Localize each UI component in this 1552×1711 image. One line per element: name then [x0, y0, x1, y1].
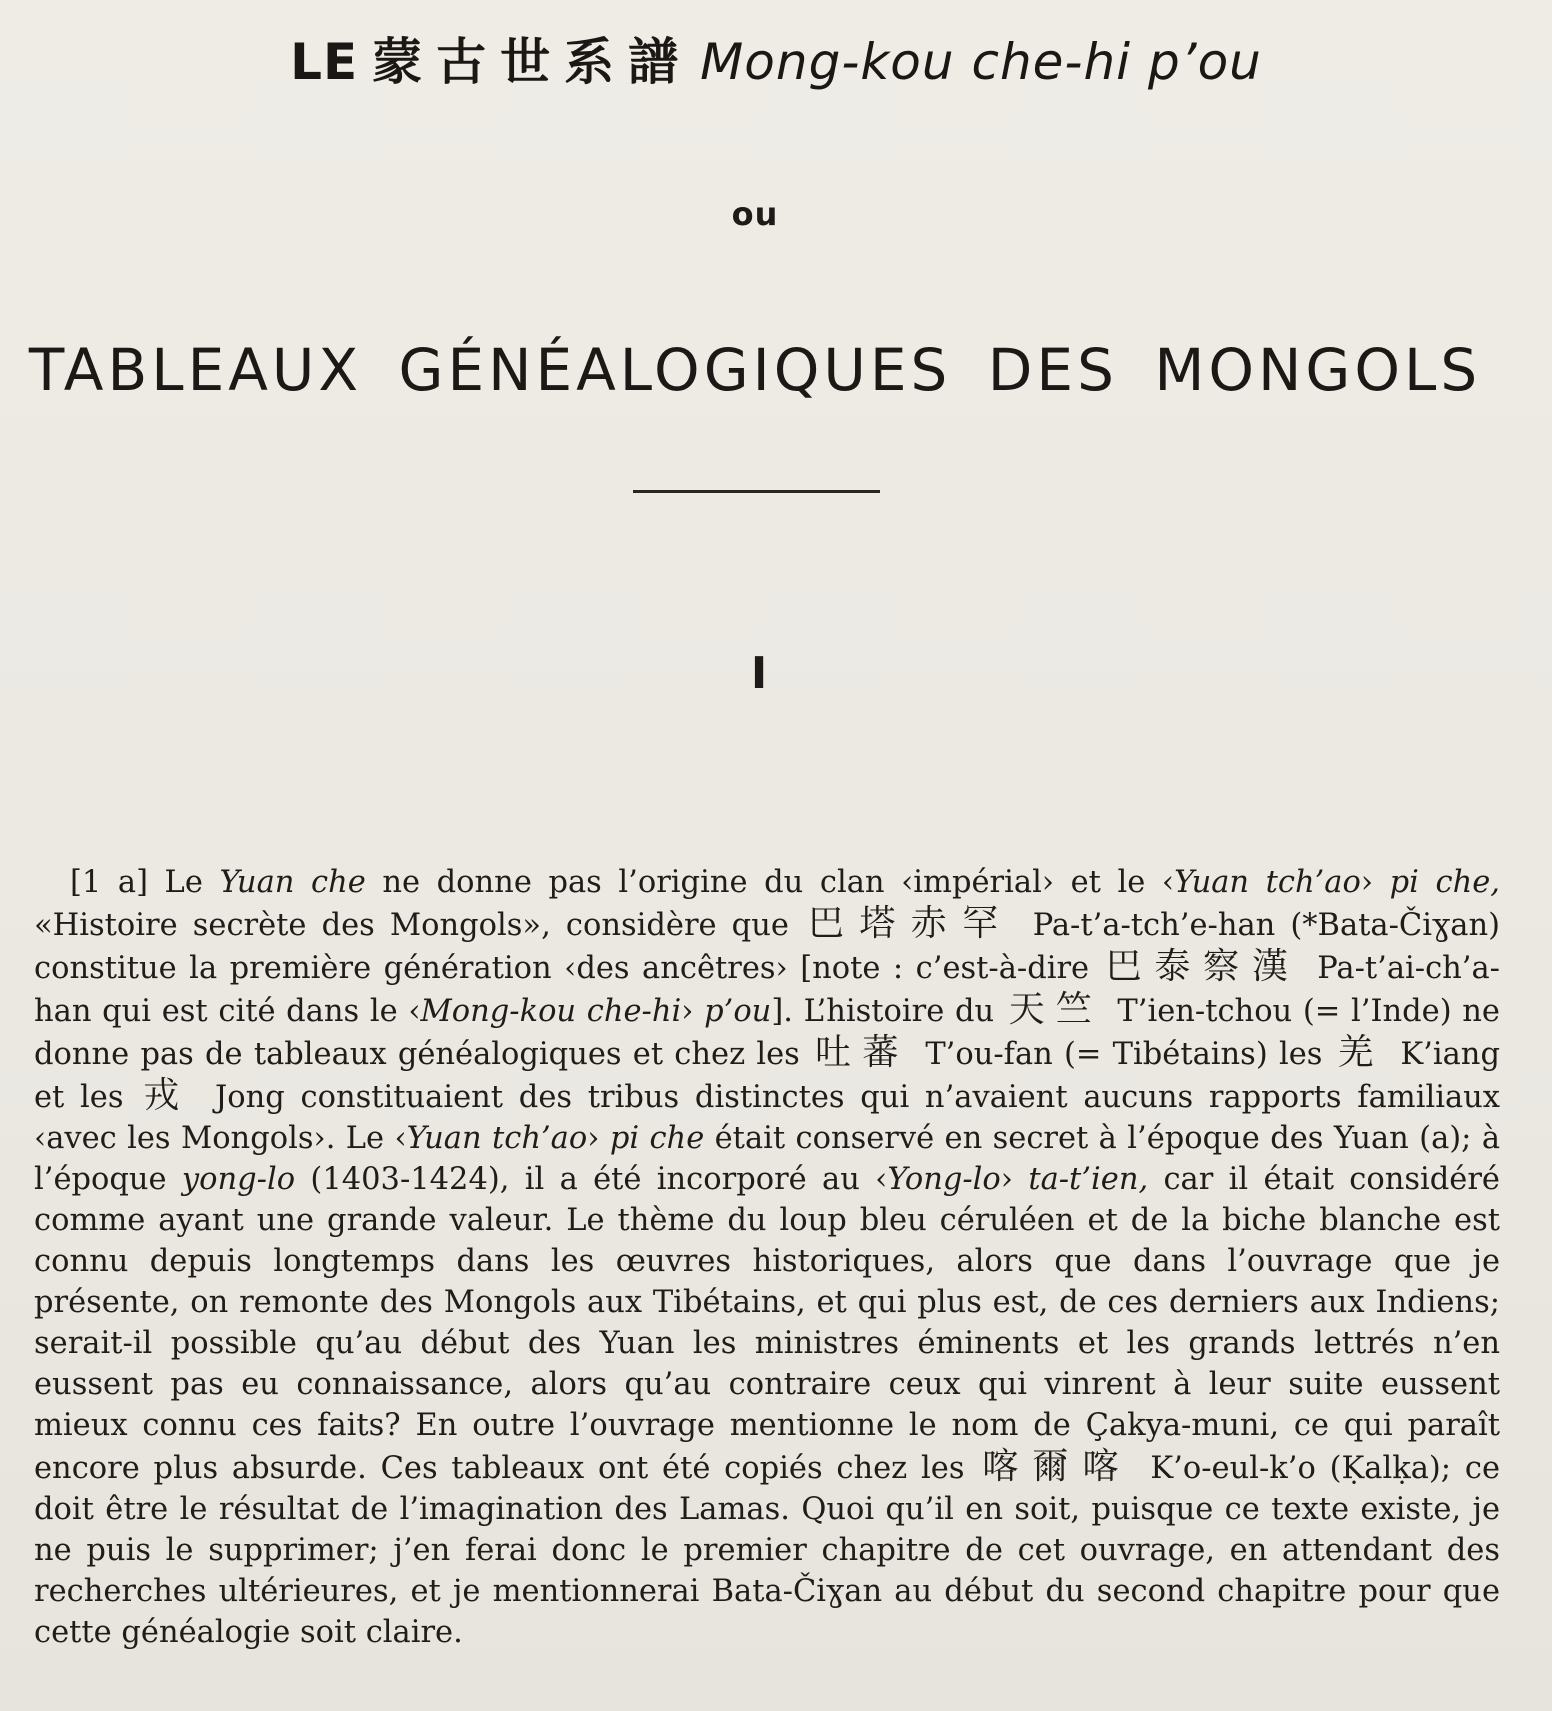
text-run: ›	[1000, 1162, 1029, 1197]
title-divider	[633, 490, 880, 493]
text-run-italic: Yong-lo	[887, 1162, 1001, 1197]
text-run-italic: p’ou	[704, 994, 772, 1029]
text-run-italic: Yuan tch’ao	[406, 1121, 588, 1156]
paragraph-1	[34, 862, 1500, 1653]
text-run-italic: Yuan tch’ao	[1174, 865, 1361, 900]
text-run: ]. L’histoire du	[771, 994, 1005, 1029]
text-run: était conservé en secret à l’époque des Yuan (a); à l’époque	[34, 1121, 1500, 1197]
chinese-characters: 巴泰察漢	[1105, 946, 1301, 987]
chinese-characters: 吐蕃	[815, 1032, 911, 1073]
chinese-characters: 喀爾喀	[982, 1446, 1133, 1487]
header-hanzi: 蒙古世系譜	[372, 32, 693, 91]
header-le: LE	[290, 33, 359, 91]
text-run-italic: Yuan che	[219, 865, 366, 900]
header-romanized: Mong-kou che-hi p’ou	[700, 33, 1262, 91]
text-run: [1 a] Le	[70, 865, 220, 900]
text-run: car il était considéré comme ayant une grande valeur. Le thème du loup bleu céruléen et de la biche blanche est connu depuis longtemps dans les œuvres historiques, alors que dans l’ouvrage que je présente, on remonte des Mongols aux Tibétains, et qui plus est, de ces derniers aux Indiens; serait-il possible qu’au début des Yuan les ministres éminents et les grands lettrés n’en eussent pas eu connaissance, alors qu’au contraire ceux qui vinrent à leur suite eussent mieux connu ces faits? En outre l’ouvrage mentionne le nom de Çakya-muni, ce qui paraît encore plus absurde. Ces tableaux ont été copiés chez les	[34, 1162, 1500, 1486]
chinese-characters: 巴塔赤罕	[808, 903, 1014, 944]
text-run-italic: yong-lo	[181, 1162, 296, 1197]
text-run: ›	[681, 994, 705, 1029]
text-run: «Histoire secrète des Mongols», considère que	[34, 908, 804, 943]
text-run: Pa-t’ai-ch’a-han qui est cité dans le ‹	[34, 951, 1500, 1029]
text-run: ne donne pas l’origine du clan ‹impérial› et le ‹	[365, 865, 1175, 900]
text-run-italic: Mong-kou che-hi	[420, 994, 682, 1029]
body-paragraph	[34, 862, 1500, 1653]
text-run: K’iang et les	[34, 1037, 1500, 1115]
text-run: ›	[587, 1121, 610, 1156]
text-run: (1403-1424), il a été incorporé au ‹	[295, 1162, 888, 1197]
connector-ou: ou	[731, 195, 779, 233]
text-run: Jong constituaient des tribus distinctes qui n’avaient aucuns rapports familiaux ‹avec les Mongols›. Le ‹	[34, 1080, 1500, 1156]
text-run: K’o-eul-k’o (Ḳalḳa); ce doit être le résultat de l’imagination des Lamas. Quoi qu’il en soit, puisque ce texte existe, je ne puis le supprimer; j’en ferai donc le premier chapitre de cet ouvrage, en attendant des recherches ultérieures, et je mentionnerai Bata-Čiɣan au début du second chapitre pour que cette généalogie soit claire.	[34, 1451, 1500, 1650]
chapter-number: I	[750, 648, 768, 699]
text-run: Pa-t’a-tch’e-han (*Bata-Čiɣan) constitue la première génération ‹des ancêtres› [note : c’est-à-dire	[34, 908, 1500, 986]
main-title: TABLEAUX GÉNÉALOGIQUES DES MONGOLS	[28, 336, 1482, 404]
text-run: T’ien-tchou (= l’Inde) ne donne pas de tableaux généalogiques et chez les	[34, 994, 1500, 1072]
text-run-italic: ta-t’ien,	[1028, 1162, 1149, 1197]
chinese-characters: 天竺	[1008, 989, 1103, 1030]
text-run: T’ou-fan (= Tibétains) les	[914, 1037, 1334, 1072]
chinese-characters: 戎	[143, 1075, 196, 1116]
text-run-italic: pi che,	[1389, 865, 1500, 900]
chinese-characters: 羌	[1337, 1032, 1386, 1073]
text-run: ›	[1360, 865, 1390, 900]
page-header-title	[0, 22, 1552, 94]
text-run-italic: pi che	[609, 1121, 705, 1156]
